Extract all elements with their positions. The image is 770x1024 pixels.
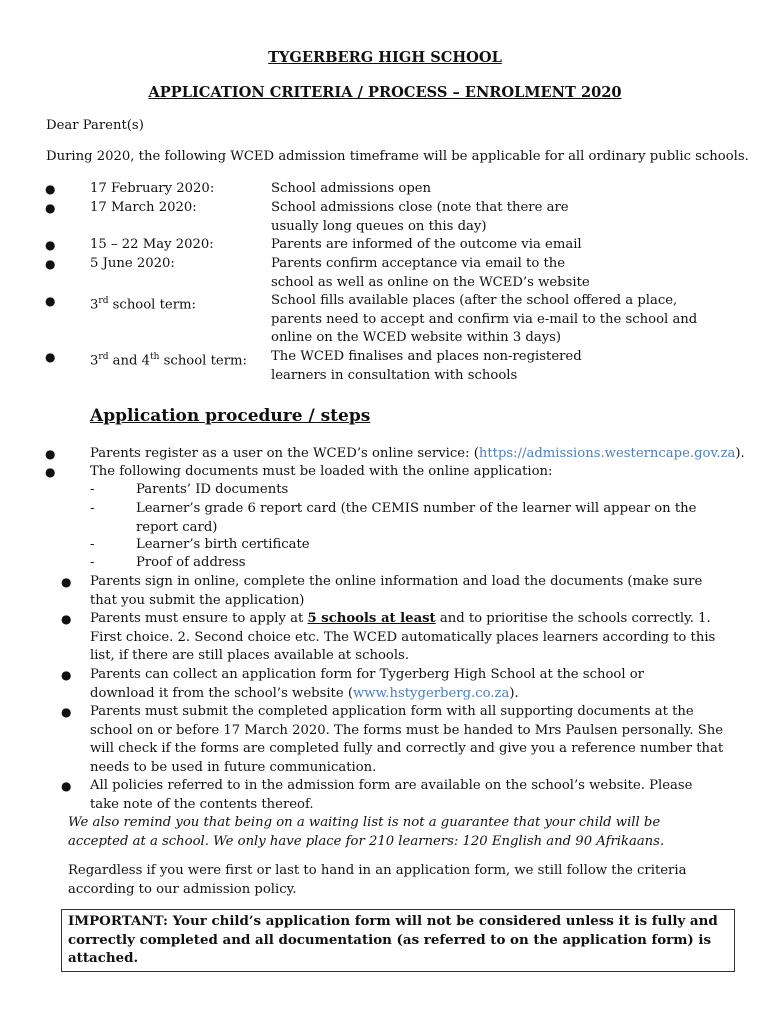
- school-title: TYGERBERG HIGH SCHOOL: [268, 49, 502, 66]
- dash-marker: -: [90, 482, 95, 497]
- bullet-icon: ●: [45, 182, 56, 196]
- document-subtitle: APPLICATION CRITERIA / PROCESS – ENROLMENT 2020: [148, 84, 622, 101]
- intro-paragraph: During 2020, the following WCED admission timeframe will be applicable for all ordinary public schools.: [46, 149, 749, 164]
- step-documents-intro: The following documents must be loaded with the online application:: [90, 464, 553, 479]
- schedule-date: 5 June 2020:: [90, 256, 175, 271]
- dash-marker: -: [90, 555, 95, 570]
- document-item: Learner’s birth certificate: [136, 537, 310, 552]
- bullet-icon: ●: [45, 350, 56, 364]
- greeting: Dear Parent(s): [46, 118, 144, 133]
- bullet-icon: ●: [45, 238, 56, 252]
- step-apply: Parents must ensure to apply at 5 schools at least and to prioritise the schools correctly. 1. First choice. 2. Second choice etc. The WCED automatically places learners according to this list, if there are still places available at schools.: [90, 611, 716, 664]
- bullet-icon: ●: [61, 668, 72, 682]
- schedule-description: School fills available places (after the school offered a place, parents need to accept and confirm via e-mail to the school and online on the WCED website within 3 days): [271, 293, 698, 346]
- dash-marker: -: [90, 537, 95, 552]
- schedule-description: School admissions close (note that there are usually long queues on this day): [271, 200, 569, 234]
- bullet-icon: ●: [45, 465, 56, 479]
- schedule-description: The WCED finalises and places non-registered learners in consultation with schools: [271, 349, 582, 383]
- schedule-description: School admissions open: [271, 181, 432, 196]
- schedule-description: Parents confirm acceptance via email to the school as well as online on the WCED’s website: [271, 256, 590, 290]
- schedule-date: 3rd and 4th school term:: [90, 352, 247, 369]
- document-item: Parents’ ID documents: [136, 482, 289, 497]
- school-website-link[interactable]: www.hstygerberg.co.za: [353, 685, 510, 701]
- criteria-note: Regardless if you were first or last to hand in an application form, we still follow the criteria according to our admission policy.: [68, 863, 687, 897]
- wced-admissions-link[interactable]: https://admissions.westerncape.gov.za: [478, 446, 736, 461]
- step-register: Parents register as a user on the WCED’s online service: (https://admissions.westerncape.gov.za).: [90, 446, 745, 461]
- procedure-heading: Application procedure / steps: [90, 406, 371, 426]
- bullet-icon: ●: [45, 257, 56, 271]
- dash-marker: -: [90, 501, 95, 516]
- bullet-icon: ●: [45, 447, 56, 461]
- important-notice: IMPORTANT: Your child’s application form will not be considered unless it is fully and correctly completed and all documentation (as referred to on the application form) is attached.: [61, 909, 735, 972]
- step-policies: All policies referred to in the admission form are available on the school’s website. Please take note of the contents thereof.: [90, 778, 693, 812]
- bullet-icon: ●: [45, 294, 56, 308]
- schedule-description: Parents are informed of the outcome via email: [271, 237, 582, 252]
- schedule-date: 15 – 22 May 2020:: [90, 237, 214, 252]
- bullet-icon: ●: [61, 705, 72, 719]
- document-item: Learner’s grade 6 report card (the CEMIS number of the learner will appear on the report card): [136, 501, 697, 535]
- bullet-icon: ●: [61, 779, 72, 793]
- schedule-date: 3rd school term:: [90, 296, 196, 313]
- bullet-icon: ●: [61, 612, 72, 626]
- waiting-list-note: We also remind you that being on a waiting list is not a guarantee that your child will be accepted at a school. We only have place for 210 learners: 120 English and 90 Afrikaans.: [68, 815, 665, 849]
- schedule-date: 17 March 2020:: [90, 200, 197, 215]
- step-collect-form: Parents can collect an application form for Tygerberg High School at the school or download it from the school’s website (www.hstygerberg.co.za).: [90, 667, 644, 701]
- schedule-date: 17 February 2020:: [90, 181, 215, 196]
- bullet-icon: ●: [61, 575, 72, 589]
- bullet-icon: ●: [45, 201, 56, 215]
- step-sign-in: Parents sign in online, complete the online information and load the documents (make sure that you submit the application): [90, 574, 703, 608]
- step-submit-form: Parents must submit the completed application form with all supporting documents at the school on or before 17 March 2020. The forms must be handed to Mrs Paulsen personally. She will check if the forms are completed fully and correctly and give you a reference number that needs to be used in future communication.: [90, 704, 724, 775]
- document-item: Proof of address: [136, 555, 246, 570]
